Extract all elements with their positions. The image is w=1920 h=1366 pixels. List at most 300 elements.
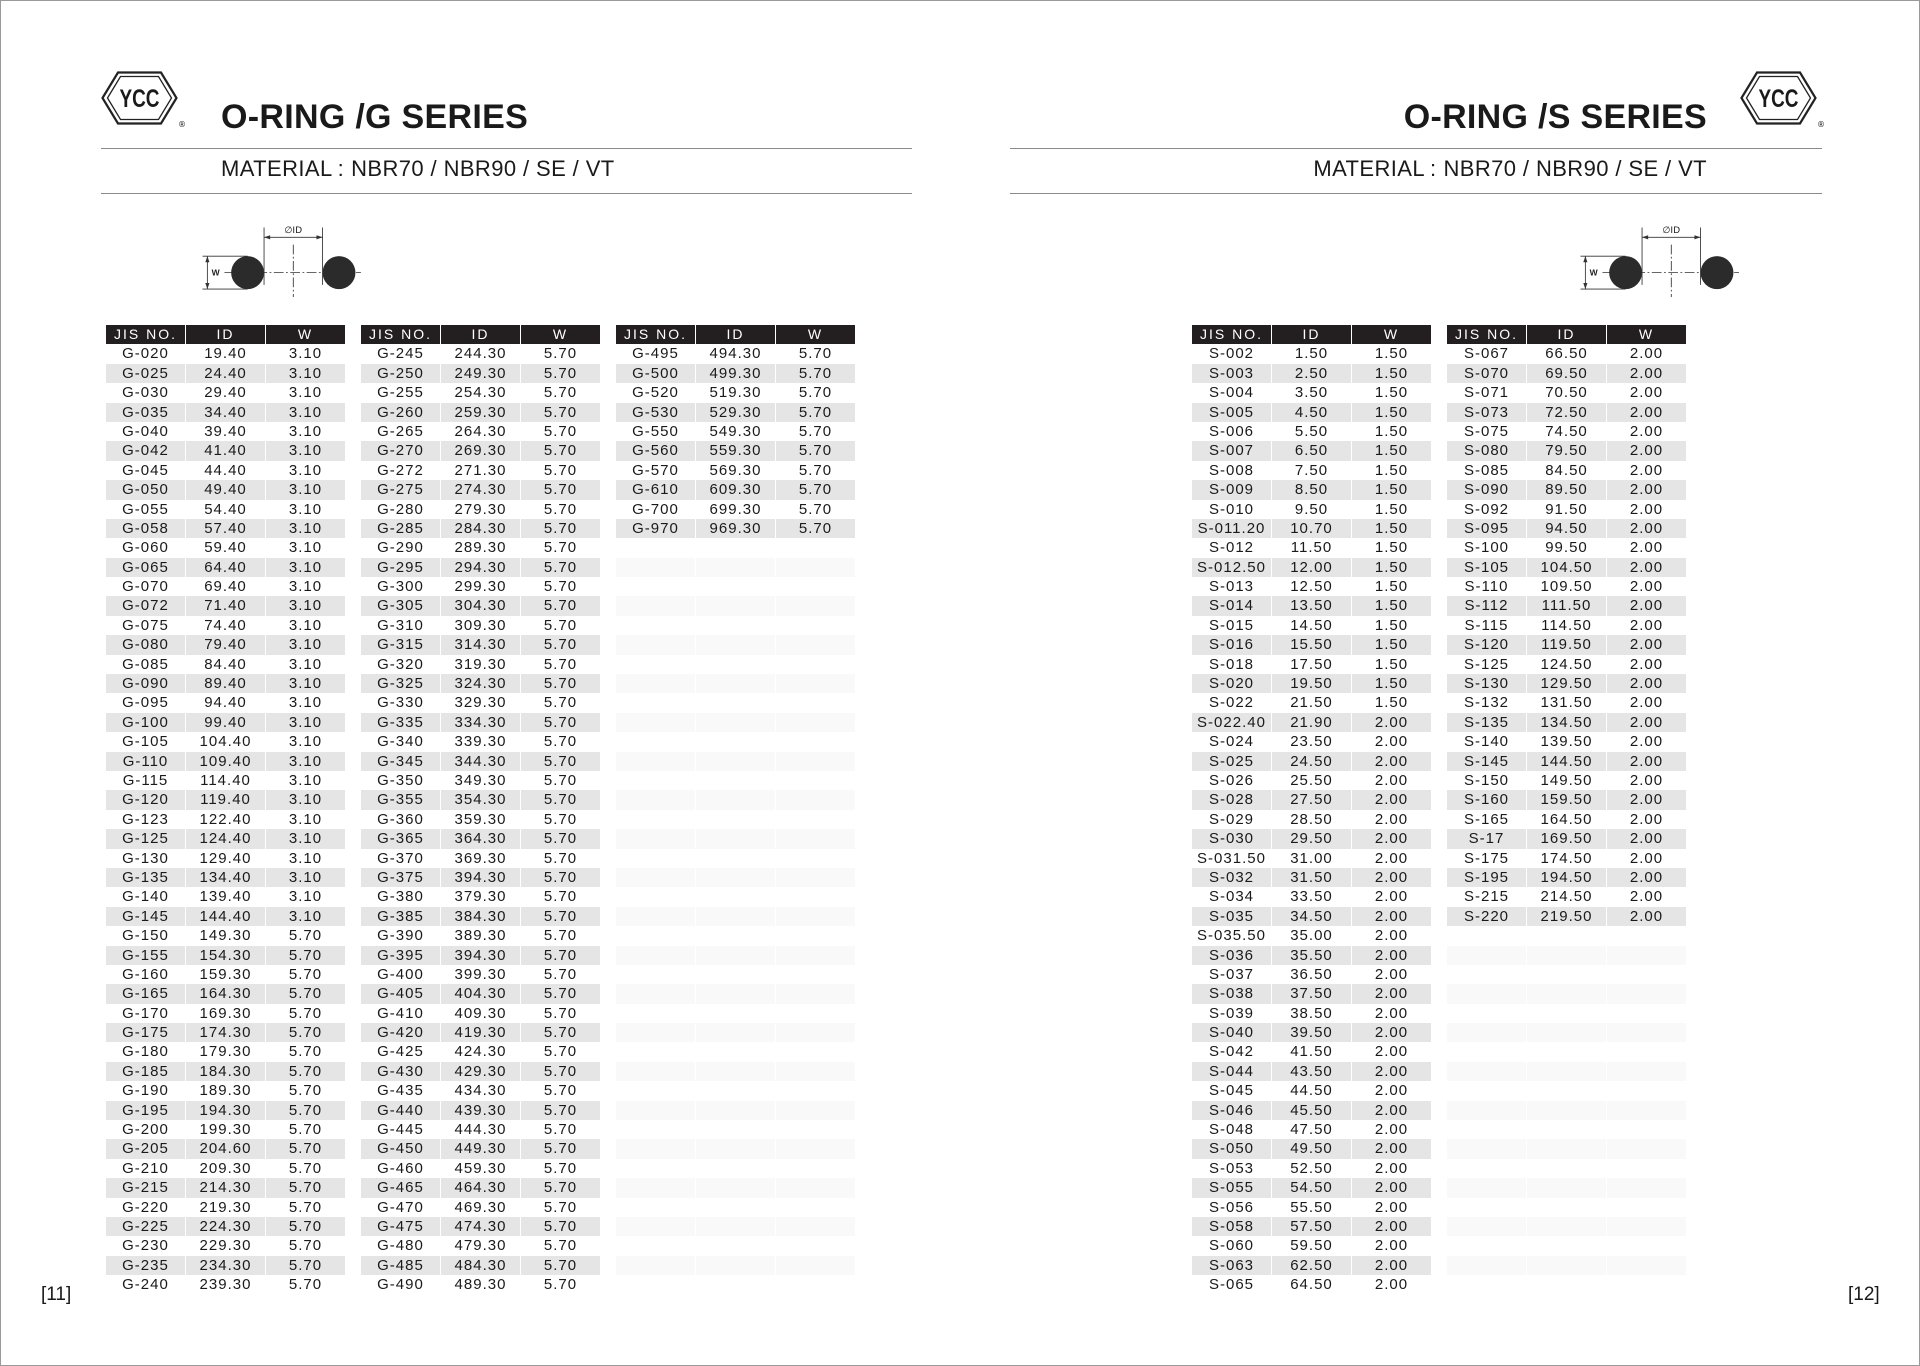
- jis-no-cell: G-970: [616, 519, 695, 538]
- table-row: [361, 577, 600, 596]
- empty-cell: [696, 596, 775, 615]
- empty-cell: [1447, 1217, 1526, 1236]
- id-cell: 379.30: [454, 888, 507, 906]
- id-column-header: ID: [1527, 325, 1606, 344]
- w-cell: 2.00: [1607, 674, 1686, 693]
- table-row: [1192, 1275, 1431, 1294]
- empty-cell: [776, 1081, 855, 1100]
- jis-no-cell: G-550: [632, 422, 679, 440]
- table-row: [616, 364, 855, 383]
- empty-cell: [1447, 1198, 1526, 1217]
- empty-table-row: [616, 558, 855, 577]
- id-cell: 129.50: [1527, 674, 1606, 693]
- table-row: [106, 538, 345, 557]
- table-row: [1192, 713, 1431, 732]
- id-cell: 24.50: [1272, 752, 1351, 771]
- jis-no-cell: G-145: [106, 907, 185, 926]
- table-row: [361, 655, 600, 674]
- empty-cell: [616, 1139, 695, 1158]
- jis-no-cell: G-405: [361, 984, 440, 1003]
- id-cell: 969.30: [696, 519, 775, 538]
- w-cell: 5.70: [521, 596, 600, 615]
- empty-cell: [1447, 984, 1526, 1003]
- jis-no-cell: G-340: [377, 733, 424, 751]
- empty-table-row: [1447, 1023, 1686, 1042]
- empty-cell: [1527, 1042, 1606, 1061]
- id-cell: 149.50: [1540, 771, 1593, 789]
- empty-table-row: [616, 693, 855, 712]
- jis-no-cell: S-010: [1208, 500, 1255, 518]
- logo-lettering: YCC: [1758, 85, 1799, 113]
- jis-no-cell: G-150: [122, 927, 169, 945]
- w-cell: 5.70: [521, 1023, 600, 1042]
- table-row: [1447, 849, 1686, 868]
- w-cell: 3.10: [266, 713, 345, 732]
- id-column-header: ID: [696, 325, 775, 344]
- table-row: [1447, 693, 1686, 712]
- material-value: NBR70 / NBR90 / SE / VT: [351, 156, 615, 181]
- jis-no-cell: S-075: [1463, 422, 1510, 440]
- empty-cell: [616, 635, 695, 654]
- jis-no-cell: S-044: [1192, 1062, 1271, 1081]
- table-row: [361, 596, 600, 615]
- table-row: [106, 383, 345, 402]
- empty-cell: [696, 635, 775, 654]
- table-row: [361, 1217, 600, 1236]
- id-cell: 44.50: [1290, 1082, 1333, 1100]
- w-cell: 5.70: [266, 984, 345, 1003]
- jis-no-cell: S-018: [1208, 655, 1255, 673]
- w-cell: 5.70: [543, 422, 578, 440]
- id-cell: 49.50: [1272, 1139, 1351, 1158]
- w-cell: 2.00: [1374, 927, 1409, 945]
- jis-no-cell: G-370: [377, 849, 424, 867]
- id-cell: 71.40: [186, 596, 265, 615]
- jis-no-cell: S-003: [1192, 364, 1271, 383]
- empty-cell: [696, 1062, 775, 1081]
- empty-table-row: [1447, 965, 1686, 984]
- w-cell: 2.00: [1607, 790, 1686, 809]
- table-row: [616, 344, 855, 363]
- empty-cell: [1527, 1062, 1606, 1081]
- empty-cell: [776, 771, 855, 790]
- table-row: [1192, 519, 1431, 538]
- jis-no-column-header: JIS NO.: [616, 325, 695, 344]
- id-cell: 49.40: [186, 480, 265, 499]
- id-cell: 394.30: [441, 946, 520, 965]
- w-cell: 5.70: [543, 888, 578, 906]
- logo-lettering: YCC: [119, 85, 160, 113]
- table-row: [1447, 441, 1686, 460]
- w-cell: 5.70: [543, 733, 578, 751]
- jis-no-cell: G-120: [106, 790, 185, 809]
- w-cell: 2.00: [1629, 422, 1664, 440]
- id-cell: 334.30: [441, 713, 520, 732]
- id-cell: 14.50: [1290, 616, 1333, 634]
- table-row: [1192, 558, 1431, 577]
- id-cell: 699.30: [709, 500, 762, 518]
- empty-table-row: [616, 1198, 855, 1217]
- id-cell: 69.50: [1527, 364, 1606, 383]
- id-cell: 91.50: [1545, 500, 1588, 518]
- jis-no-cell: G-180: [122, 1043, 169, 1061]
- table-row: [1192, 364, 1431, 383]
- w-cell: 3.10: [288, 578, 323, 596]
- empty-cell: [1527, 1159, 1606, 1178]
- id-cell: 54.50: [1272, 1178, 1351, 1197]
- empty-cell: [776, 1042, 855, 1061]
- s-series-table-1: [1192, 325, 1431, 1295]
- jis-no-cell: G-175: [106, 1023, 185, 1042]
- w-cell: 1.50: [1374, 616, 1409, 634]
- page-number-left: [11]: [41, 1284, 72, 1305]
- material-line: [221, 157, 615, 181]
- table-row: [361, 868, 600, 887]
- id-cell: 174.50: [1540, 849, 1593, 867]
- w-cell: 2.00: [1629, 733, 1664, 751]
- jis-no-cell: S-130: [1447, 674, 1526, 693]
- id-cell: 94.40: [204, 694, 247, 712]
- table-row: [361, 1120, 600, 1139]
- empty-cell: [696, 616, 775, 635]
- jis-no-cell: S-048: [1208, 1121, 1255, 1139]
- jis-no-cell: G-255: [377, 384, 424, 402]
- table-row: [1192, 1081, 1431, 1100]
- empty-cell: [1527, 1236, 1606, 1255]
- w-cell: 5.70: [798, 384, 833, 402]
- empty-table-row: [616, 674, 855, 693]
- empty-cell: [776, 1004, 855, 1023]
- empty-cell: [616, 1198, 695, 1217]
- w-cell: 2.00: [1629, 616, 1664, 634]
- empty-cell: [696, 810, 775, 829]
- empty-cell: [1607, 1101, 1686, 1120]
- o-ring-cross-section-diagram: [197, 219, 364, 297]
- w-cell: 5.70: [288, 965, 323, 983]
- id-cell: 8.50: [1272, 480, 1351, 499]
- id-cell: 279.30: [454, 500, 507, 518]
- w-cell: 1.50: [1352, 635, 1431, 654]
- table-row: [106, 1236, 345, 1255]
- table-row: [106, 422, 345, 441]
- jis-no-cell: S-025: [1192, 752, 1271, 771]
- jis-no-cell: G-275: [361, 480, 440, 499]
- empty-cell: [1607, 1217, 1686, 1236]
- jis-no-cell: G-530: [616, 403, 695, 422]
- jis-no-cell: G-270: [361, 441, 440, 460]
- empty-cell: [616, 538, 695, 557]
- table-row: [361, 500, 600, 519]
- empty-cell: [616, 849, 695, 868]
- table-row: [616, 461, 855, 480]
- id-cell: 99.50: [1545, 539, 1588, 557]
- empty-cell: [776, 1198, 855, 1217]
- empty-table-row: [616, 538, 855, 557]
- jis-no-cell: G-035: [106, 403, 185, 422]
- id-cell: 189.30: [199, 1082, 252, 1100]
- w-cell: 2.00: [1607, 403, 1686, 422]
- w-cell: 5.70: [798, 345, 833, 363]
- jis-no-cell: S-022: [1208, 694, 1255, 712]
- jis-no-cell: G-040: [122, 422, 169, 440]
- empty-cell: [776, 713, 855, 732]
- jis-no-cell: S-092: [1463, 500, 1510, 518]
- w-cell: 2.00: [1374, 965, 1409, 983]
- jis-no-cell: S-058: [1192, 1217, 1271, 1236]
- w-cell: 2.00: [1629, 500, 1664, 518]
- table-row: [361, 635, 600, 654]
- id-cell: 274.30: [441, 480, 520, 499]
- id-cell: 284.30: [441, 519, 520, 538]
- empty-cell: [1527, 1081, 1606, 1100]
- table-row: [361, 907, 600, 926]
- empty-cell: [1527, 926, 1606, 945]
- w-cell: 5.70: [776, 403, 855, 422]
- w-cell: 2.00: [1374, 1276, 1409, 1294]
- w-cell: 3.10: [288, 345, 323, 363]
- jis-no-cell: G-095: [122, 694, 169, 712]
- empty-cell: [1527, 1101, 1606, 1120]
- w-cell: 5.70: [521, 984, 600, 1003]
- table-row: [1192, 1159, 1431, 1178]
- table-row: [616, 480, 855, 499]
- jis-no-cell: G-075: [122, 616, 169, 634]
- table-row: [1192, 596, 1431, 615]
- id-cell: 12.00: [1272, 558, 1351, 577]
- table-row: [361, 926, 600, 945]
- empty-cell: [616, 984, 695, 1003]
- empty-cell: [776, 887, 855, 906]
- empty-cell: [696, 1217, 775, 1236]
- empty-cell: [616, 693, 695, 712]
- id-cell: 109.50: [1540, 578, 1593, 596]
- id-cell: 29.40: [204, 384, 247, 402]
- empty-cell: [696, 887, 775, 906]
- empty-table-row: [616, 1178, 855, 1197]
- table-row: [616, 383, 855, 402]
- jis-no-cell: G-360: [377, 810, 424, 828]
- w-cell: 5.70: [543, 810, 578, 828]
- id-cell: 489.30: [454, 1276, 507, 1294]
- empty-table-row: [616, 655, 855, 674]
- table-row: [1192, 926, 1431, 945]
- jis-no-cell: S-080: [1447, 441, 1526, 460]
- table-row: [106, 926, 345, 945]
- id-cell: 249.30: [441, 364, 520, 383]
- w-cell: 5.70: [543, 849, 578, 867]
- table-row: [106, 752, 345, 771]
- table-row: [106, 946, 345, 965]
- w-cell: 2.00: [1629, 810, 1664, 828]
- w-cell: 2.00: [1607, 596, 1686, 615]
- id-cell: 89.40: [186, 674, 265, 693]
- id-cell: 21.50: [1290, 694, 1333, 712]
- jis-no-cell: G-350: [377, 771, 424, 789]
- w-cell: 2.00: [1352, 1256, 1431, 1275]
- id-cell: 134.40: [186, 868, 265, 887]
- w-cell: 1.50: [1352, 480, 1431, 499]
- id-cell: 184.30: [186, 1062, 265, 1081]
- w-cell: 2.00: [1352, 907, 1431, 926]
- jis-no-cell: S-035.50: [1197, 927, 1266, 945]
- w-cell: 5.70: [543, 927, 578, 945]
- table-row: [616, 422, 855, 441]
- id-cell: 57.50: [1272, 1217, 1351, 1236]
- table-row: [1192, 616, 1431, 635]
- empty-cell: [1607, 926, 1686, 945]
- empty-table-row: [616, 810, 855, 829]
- empty-cell: [696, 713, 775, 732]
- id-cell: 424.30: [454, 1043, 507, 1061]
- jis-no-cell: S-031.50: [1197, 849, 1266, 867]
- table-row: [361, 1236, 600, 1255]
- empty-table-row: [1447, 1101, 1686, 1120]
- table-row: [1447, 403, 1686, 422]
- w-cell: 1.50: [1374, 655, 1409, 673]
- header-rule-top: [1010, 148, 1822, 149]
- w-cell: 5.70: [288, 1198, 323, 1216]
- id-cell: 434.30: [454, 1082, 507, 1100]
- id-cell: 114.50: [1541, 616, 1592, 634]
- empty-table-row: [616, 965, 855, 984]
- jis-no-cell: S-038: [1192, 984, 1271, 1003]
- table-row: [106, 1159, 345, 1178]
- id-cell: 349.30: [454, 771, 507, 789]
- jis-no-cell: G-195: [106, 1101, 185, 1120]
- page-title: O-RING /G SERIES: [221, 98, 529, 136]
- table-row: [616, 500, 855, 519]
- empty-cell: [1527, 984, 1606, 1003]
- empty-cell: [1607, 1004, 1686, 1023]
- jis-no-cell: G-490: [377, 1276, 424, 1294]
- table-row: [1192, 577, 1431, 596]
- empty-cell: [616, 1042, 695, 1061]
- w-cell: 2.00: [1607, 868, 1686, 887]
- jis-no-cell: G-290: [377, 539, 424, 557]
- id-cell: 11.50: [1290, 539, 1333, 557]
- jis-no-cell: G-215: [106, 1178, 185, 1197]
- id-cell: 294.30: [441, 558, 520, 577]
- jis-no-cell: G-375: [361, 868, 440, 887]
- empty-table-row: [616, 713, 855, 732]
- id-cell: 479.30: [454, 1237, 507, 1255]
- id-cell: 169.50: [1527, 829, 1606, 848]
- jis-no-cell: S-090: [1447, 480, 1526, 499]
- w-cell: 3.10: [288, 655, 323, 673]
- w-cell: 2.00: [1352, 984, 1431, 1003]
- jis-no-cell: G-205: [106, 1139, 185, 1158]
- table-row: [1192, 790, 1431, 809]
- jis-no-cell: S-008: [1208, 461, 1255, 479]
- id-cell: 259.30: [441, 403, 520, 422]
- id-cell: 34.40: [186, 403, 265, 422]
- g-series-table-3: [616, 325, 855, 1295]
- w-cell: 2.00: [1607, 635, 1686, 654]
- w-cell: 5.70: [521, 790, 600, 809]
- id-cell: 139.50: [1540, 733, 1593, 751]
- table-row: [1192, 655, 1431, 674]
- jis-no-cell: G-285: [361, 519, 440, 538]
- empty-table-row: [616, 1120, 855, 1139]
- id-cell: 24.40: [186, 364, 265, 383]
- empty-table-row: [616, 1042, 855, 1061]
- empty-table-row: [1447, 926, 1686, 945]
- w-cell: 2.00: [1629, 461, 1664, 479]
- w-cell: 2.00: [1352, 1023, 1431, 1042]
- empty-cell: [696, 1120, 775, 1139]
- id-cell: 84.40: [204, 655, 247, 673]
- empty-cell: [616, 1004, 695, 1023]
- empty-table-row: [616, 790, 855, 809]
- id-cell: 609.30: [696, 480, 775, 499]
- id-cell: 484.30: [441, 1256, 520, 1275]
- empty-cell: [776, 558, 855, 577]
- table-row: [1447, 655, 1686, 674]
- w-cell: 1.50: [1352, 558, 1431, 577]
- jis-no-cell: G-105: [122, 733, 169, 751]
- jis-no-cell: G-465: [361, 1178, 440, 1197]
- w-cell: 5.70: [266, 946, 345, 965]
- w-cell: 2.00: [1629, 345, 1664, 363]
- jis-no-cell: G-140: [122, 888, 169, 906]
- jis-no-cell: S-004: [1208, 384, 1255, 402]
- empty-table-row: [1447, 1139, 1686, 1158]
- empty-cell: [776, 1023, 855, 1042]
- w-cell: 3.10: [266, 558, 345, 577]
- table-row: [361, 1275, 600, 1294]
- table-row: [1447, 907, 1686, 926]
- width-label: W: [1589, 267, 1598, 278]
- empty-cell: [696, 868, 775, 887]
- jis-no-cell: S-105: [1447, 558, 1526, 577]
- jis-no-cell: G-100: [106, 713, 185, 732]
- w-cell: 5.70: [798, 500, 833, 518]
- empty-cell: [1447, 965, 1526, 984]
- table-row: [361, 519, 600, 538]
- table-row: [361, 693, 600, 712]
- jis-no-cell: S-073: [1447, 403, 1526, 422]
- id-cell: 164.30: [186, 984, 265, 1003]
- table-row: [1447, 461, 1686, 480]
- empty-cell: [616, 810, 695, 829]
- jis-no-cell: S-028: [1192, 790, 1271, 809]
- w-cell: 2.00: [1374, 888, 1409, 906]
- empty-cell: [696, 1139, 775, 1158]
- table-row: [361, 790, 600, 809]
- id-cell: 214.50: [1540, 888, 1593, 906]
- w-cell: 2.00: [1352, 829, 1431, 848]
- table-row: [106, 693, 345, 712]
- w-cell: 1.50: [1352, 596, 1431, 615]
- table-header-row: [1447, 325, 1686, 344]
- empty-table-row: [1447, 1081, 1686, 1100]
- jis-no-cell: S-095: [1447, 519, 1526, 538]
- empty-cell: [616, 752, 695, 771]
- w-cell: 2.00: [1374, 1082, 1409, 1100]
- w-cell: 5.70: [543, 1159, 578, 1177]
- jis-no-cell: G-280: [377, 500, 424, 518]
- jis-no-cell: G-305: [361, 596, 440, 615]
- empty-cell: [696, 1004, 775, 1023]
- id-cell: 224.30: [186, 1217, 265, 1236]
- w-cell: 1.50: [1374, 384, 1409, 402]
- w-cell: 5.70: [543, 1276, 578, 1294]
- id-cell: 429.30: [441, 1062, 520, 1081]
- jis-no-cell: G-190: [122, 1082, 169, 1100]
- empty-cell: [616, 1101, 695, 1120]
- table-row: [361, 1062, 600, 1081]
- table-row: [1192, 1178, 1431, 1197]
